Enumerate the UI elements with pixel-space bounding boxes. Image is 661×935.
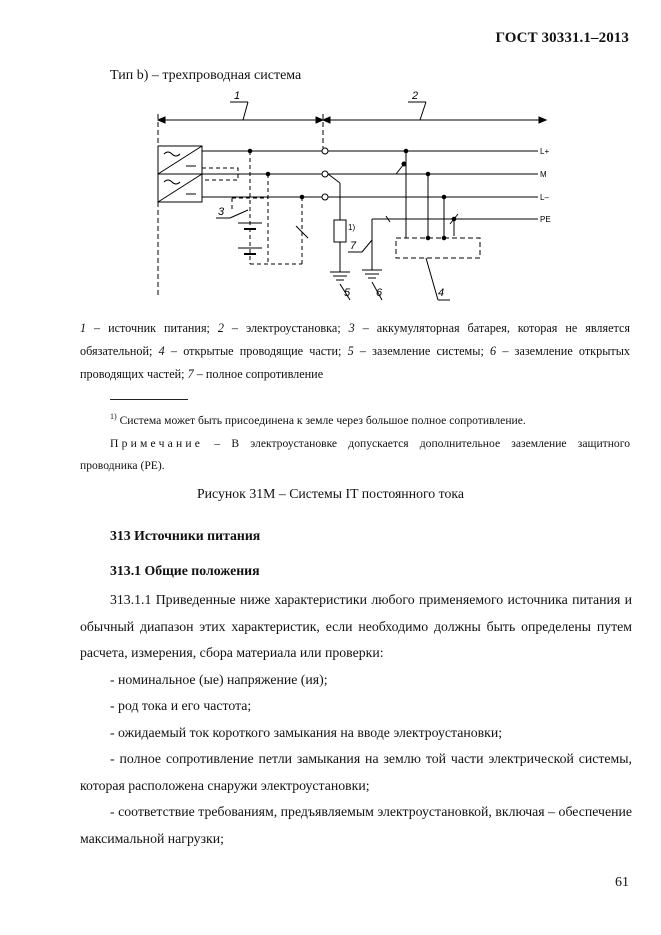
figure-type-label: Тип b) – трехпроводная система xyxy=(110,68,302,83)
line-label-m: M xyxy=(540,170,547,179)
footnote: $^{1)}$ Система может быть присоединена к земле через большое полное сопротивление. xyxy=(110,412,526,427)
paragraph-313-1-1: 313.1.1 Приведенные ниже характеристики любого применяемого источника питания и обычный диапазон этих характеристик, если необходимо должны быть определены путем расчета, измерения, сбора материала или проверки: xyxy=(80,592,632,660)
section-heading-313: 313 Источники питания xyxy=(110,528,261,543)
line-label-pe: PE xyxy=(540,215,551,224)
body-text xyxy=(80,587,632,852)
line-label-lminus: L– xyxy=(540,193,549,202)
callout-2: 2 xyxy=(412,90,419,102)
callout-1: 1 xyxy=(234,90,241,102)
list-item: - соответствие требованиям, предъявляемым электроустановкой, включая – обеспечение максимальной нагрузки; xyxy=(80,804,632,846)
resistor-note-mark: 1) xyxy=(348,223,356,232)
line-label-lplus: L+ xyxy=(540,147,550,156)
figure-note: Примечание – В электроустановке допускается дополнительное заземление защитного проводника (PE). xyxy=(80,437,630,472)
list-item: - ожидаемый ток короткого замыкания на вводе электроустановки; xyxy=(110,724,503,740)
page-number: 61 xyxy=(615,875,629,890)
callout-3: 3 xyxy=(218,206,225,218)
list-item: - номинальное (ые) напряжение (ия); xyxy=(110,671,328,687)
it-dc-system-diagram xyxy=(150,88,570,310)
figure-legend: 1 – источник питания; 2 – электроустановка; 3 – аккумуляторная батарея, которая не является обязательной; 4 – открытые проводящие части; 5 – заземление системы; 6 – заземление открытых проводящих частей; 7 – полное сопротивление xyxy=(80,321,631,381)
callout-5: 5 xyxy=(344,287,351,299)
list-item: - род тока и его частота; xyxy=(110,698,252,713)
callout-6: 6 xyxy=(376,287,383,299)
callout-7: 7 xyxy=(350,240,357,252)
document-header: ГОСТ 30331.1–2013 xyxy=(495,30,629,46)
callout-4: 4 xyxy=(438,287,445,299)
section-heading-313-1: 313.1 Общие положения xyxy=(110,563,260,578)
figure-caption: Рисунок 31М – Системы IT постоянного тока xyxy=(197,486,464,501)
footnote-divider xyxy=(110,399,188,400)
list-item: - полное сопротивление петли замыкания на землю той части электрической системы, которая расположена снаружи электроустановки; xyxy=(80,751,632,793)
